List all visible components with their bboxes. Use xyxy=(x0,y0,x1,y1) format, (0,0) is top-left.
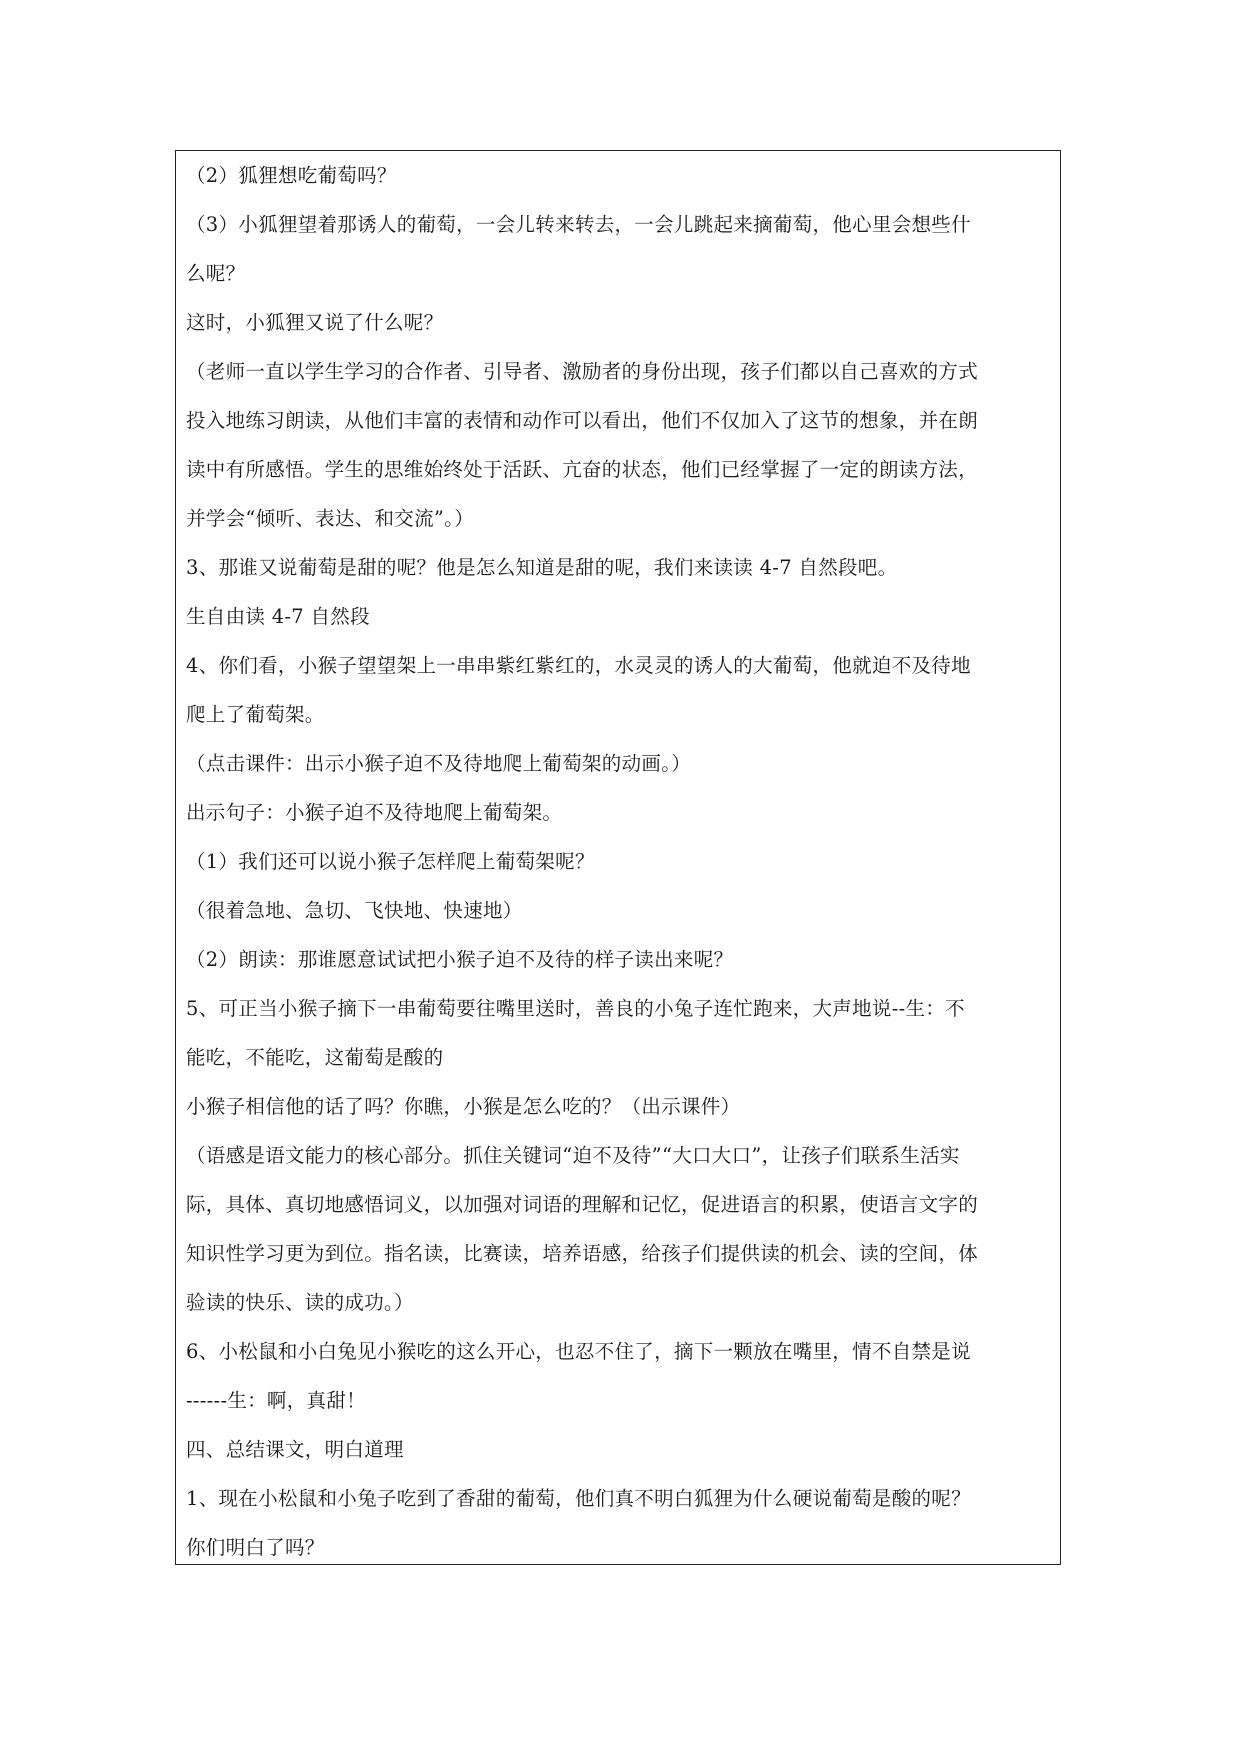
text-line: 爬上了葡萄架。 xyxy=(186,703,325,726)
text-line: ------生：啊，真甜！ xyxy=(186,1389,366,1412)
text-line: 读中有所感悟。学生的思维始终处于活跃、亢奋的状态，他们已经掌握了一定的朗读方法， xyxy=(186,458,979,481)
text-line: （很着急地、急切、飞快地、快速地） xyxy=(186,899,523,922)
text-line: （老师一直以学生学习的合作者、引导者、激励者的身份出现，孩子们都以自己喜欢的方式 xyxy=(186,360,979,383)
text-line: 3、那谁又说葡萄是甜的呢？他是怎么知道是甜的呢，我们来读读 4-7 自然段吧。 xyxy=(186,556,898,579)
text-line: 验读的快乐、读的成功。） xyxy=(186,1291,414,1314)
text-line: 6、小松鼠和小白兔见小猴吃的这么开心，也忍不住了，摘下一颗放在嘴里，情不自禁是说 xyxy=(186,1340,971,1363)
text-line: （2）狐狸想吃葡萄吗？ xyxy=(186,164,397,187)
text-line: 投入地练习朗读，从他们丰富的表情和动作可以看出，他们不仅加入了这节的想象，并在朗 xyxy=(186,409,979,432)
text-line: 1、现在小松鼠和小兔子吃到了香甜的葡萄，他们真不明白狐狸为什么硬说葡萄是酸的呢？ xyxy=(186,1487,971,1510)
text-line: 5、可正当小猴子摘下一串葡萄要往嘴里送时，善良的小兔子连忙跑来，大声地说--生：不 xyxy=(186,997,965,1020)
text-line: 能吃，不能吃，这葡萄是酸的 xyxy=(186,1046,444,1069)
text-line: （3）小狐狸望着那诱人的葡萄，一会儿转来转去，一会儿跳起来摘葡萄，他心里会想些什 xyxy=(186,213,971,236)
text-line: 知识性学习更为到位。指名读，比赛读，培养语感，给孩子们提供读的机会、读的空间，体 xyxy=(186,1242,979,1265)
text-line: 四、总结课文，明白道理 xyxy=(186,1438,404,1461)
text-line: 生自由读 4-7 自然段 xyxy=(186,605,370,628)
text-line: （1）我们还可以说小猴子怎样爬上葡萄架呢？ xyxy=(186,850,595,873)
text-line: （语感是语文能力的核心部分。抓住关键词“迫不及待”“大口大口”，让孩子们联系生活实 xyxy=(186,1144,960,1167)
text-line: 4、你们看，小猴子望望架上一串串紫红紫红的，水灵灵的诱人的大葡萄，他就迫不及待地 xyxy=(186,654,971,677)
text-line: （2）朗读：那谁愿意试试把小猴子迫不及待的样子读出来呢？ xyxy=(186,948,734,971)
text-line: 并学会“倾听、表达、和交流”。） xyxy=(186,507,474,530)
text-line: （点击课件：出示小猴子迫不及待地爬上葡萄架的动画。） xyxy=(186,752,692,775)
text-line: 际，具体、真切地感悟词义，以加强对词语的理解和记忆，促进语言的积累，使语言文字的 xyxy=(186,1193,979,1216)
text-line: 出示句子：小猴子迫不及待地爬上葡萄架。 xyxy=(186,801,563,824)
text-line: 小猴子相信他的话了吗？你瞧，小猴是怎么吃的？（出示课件） xyxy=(186,1095,741,1118)
text-line: 这时，小狐狸又说了什么呢？ xyxy=(186,311,444,334)
text-line: 你们明白了吗？ xyxy=(186,1536,325,1559)
text-line: 么呢？ xyxy=(186,262,246,285)
